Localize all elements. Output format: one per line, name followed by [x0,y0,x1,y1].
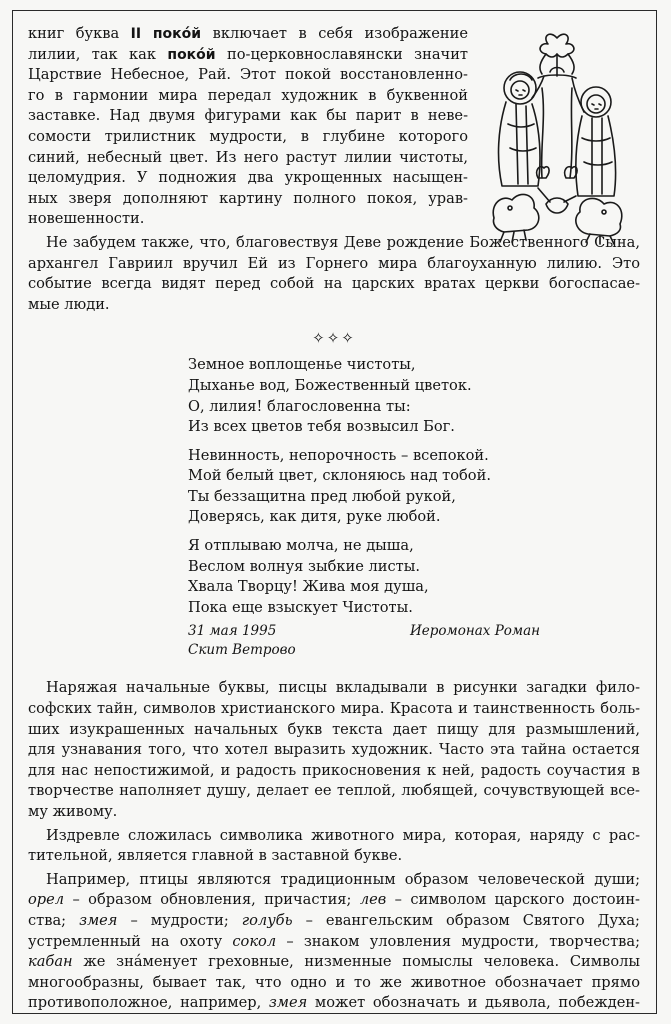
poem-line: Хвала Творцу! Жива моя душа, [188,578,429,596]
text-line [28,993,640,1014]
poem-place: Скит Ветрово [188,642,296,659]
examples-paragraph [28,870,640,1014]
emphasized-term: змея [79,911,118,929]
poem-stanza [188,446,640,528]
text-line: Не забудем также, что, благовествуя Деве рождение Божественного Сына, [46,233,640,251]
text-line [28,911,640,932]
text-line: сомости трилистник мудрости, в глубине которого [28,127,468,145]
poem-line: Веслом волнуя зыбкие листы. [188,557,420,575]
text-line [28,952,640,973]
poem-stanza [188,355,640,437]
initial-letter-illustration [480,28,634,248]
poem-stanza [188,536,640,618]
poem-line: Невинность, непорочность – всепокой. [188,446,489,464]
poem-line: Доверясь, как дитя, руке любой. [188,508,441,526]
text-line: го в гармонии мира передал художник в буквенной [28,86,468,104]
emphasized-term: лев [359,891,387,909]
poem-line: Я отплываю молча, не дыша, [188,537,414,555]
text-line: архангел Гавриил вручил Ей из Горнего мира благоуханную лилию. Это [28,254,640,272]
poem-line: Ты беззащитна пред любой рукой, [188,487,456,505]
text-line: новешенности. [28,210,145,228]
symbolism-paragraph [28,678,640,822]
text-line: лилии, так как покóй по-церковнославянски значит [28,45,469,63]
document-page [28,24,640,1014]
text-line: Царствие Небесное, Рай. Этот покой восстановленно- [28,66,468,84]
poem-line: Из всех цветов тебя возвысил Бог. [188,418,455,436]
section-ornament: ✧✧✧ [312,329,356,348]
text-line: Издревле сложилась символика животного мира, которая, наряду с рас- [46,826,640,844]
poem-line: Мой белый цвет, склоняюсь над тобой. [188,467,491,485]
emphasized-term: змея [268,994,308,1012]
text-run: – знаком уловления мудрости, творчества; [276,932,640,950]
text-run: Например, птицы являются традиционным образом человеческой души; [46,870,640,888]
text-line: мые люди. [28,295,110,313]
poem-author: Иеромонах Роман [410,623,541,640]
text-line: софских тайн, символов христианского мира. Красота и таинственность боль- [28,700,640,718]
emphasized-term: кабан [28,953,73,971]
text-run: – символом царского достоин- [386,891,640,909]
text-line [28,890,640,911]
text-line [28,973,640,994]
emphasized-term: сокол [232,932,277,950]
emphasized-term: орел [28,891,65,909]
text-line: Наряжая начальные буквы, писцы вкладывали в рисунки загадки фило- [46,679,640,697]
text-line: тительной, является главной в заставной букве. [28,847,403,865]
poem-line: Земное воплощенье чистоты, [188,356,416,374]
text-line [28,870,640,891]
text-line: ных зверя дополняют картину полного покоя, урав- [28,189,468,207]
text-run: – мудрости; [117,911,242,929]
text-run: устремленный на охоту [28,932,233,950]
poem-date: 31 мая 1995 [188,623,277,640]
poem-line: Пока еще взыскует Чистоты. [188,598,413,616]
text-run: – образом обновления, причастия; [64,891,360,909]
text-run: противоположное, например, [28,994,269,1012]
text-run: многообразны, бывает так, что одно и то же животное обозначает прямо [28,973,640,991]
text-line: целомудрия. У подножия два укрощенных насыщен- [28,169,468,187]
poem-line: Дыханье вод, Божественный цветок. [188,376,472,394]
text-line: событие всегда видят перед собой на царских вратах церкви богоспасае- [28,275,640,293]
emphasized-term: голубь [241,911,293,929]
animal-paragraph [28,826,640,867]
text-run: может обозначать и дьявола, побежден- [307,994,640,1012]
text-line: творчестве наполняет душу, делает ее теплой, любящей, сочувствующей все- [28,782,640,800]
text-line: ших изукрашенных начальных букв текста дает пищу для размышлений, [28,720,640,738]
text-line: для узнавания того, что хотел выразить художник. Часто эта тайна остается [28,741,640,759]
text-run: ства; [28,911,80,929]
text-line: му живому. [28,803,118,820]
text-line: заставке. Над двумя фигурами как бы парит в неве- [28,107,468,125]
text-run: же знáменует греховные, низменные помыслы человека. Символы [72,953,640,971]
text-line: для нас непостижимой, и радость прикосновения к ней, радость соучастия в [28,761,640,779]
text-line [28,932,640,953]
poem-signature [188,622,640,662]
poem-line: О, лилия! благословенна ты: [188,397,411,415]
text-line: синий, небесный цвет. Из него растут лилии чистоты, [28,148,468,166]
text-line: книг буква II покóй включает в себя изображение [28,25,468,42]
text-run: – евангельским образом Святого Духа; [292,911,640,929]
poem [188,355,640,618]
